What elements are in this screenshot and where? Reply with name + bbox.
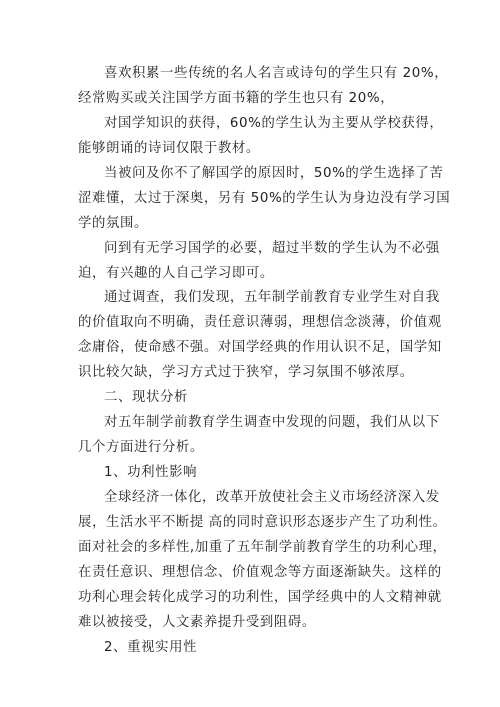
text-line: 在责任意识、理想信念、价值观念等方面逐渐缺失。这样的: [78, 565, 442, 580]
text-line: 通过调查，我们发现，五年制学前教育专业学生对自我: [104, 290, 440, 305]
text-line: 难以被接受，人文素养提升受到阻碍。: [78, 615, 316, 630]
text-line: 全球经济一体化，改革开放使社会主义市场经济深入发: [104, 490, 440, 505]
text-line: 对国学知识的获得，60%的学生认为主要从学校获得，: [104, 116, 444, 131]
text-line: 能够朗诵的诗词仅限于教材。: [78, 141, 260, 156]
text-line: 展，生活水平不断提 高的同时意识形态逐步产生了功利性。: [78, 515, 447, 530]
text-line: 对五年制学前教育学生调查中发现的问题，我们从以下: [104, 415, 440, 430]
heading-text: 二、现状分析: [104, 390, 188, 405]
heading-text: 1、功利性影响: [104, 465, 198, 480]
text-line: 念庸俗，使命感不强。对国学经典的作用认识不足，国学知: [78, 340, 442, 355]
text-line: 迫，有兴趣的人自己学习即可。: [78, 266, 274, 281]
text-line: 功利心理会转化成学习的功利性，国学经典中的人文精神就: [78, 590, 442, 605]
text-line: 的价值取向不明确，责任意识薄弱，理想信念淡薄，价值观: [78, 315, 442, 330]
text-line: 问到有无学习国学的必要，超过半数的学生认为不必强: [104, 241, 440, 256]
text-line: 喜欢积累一些传统的名人名言或诗句的学生只有 20%，: [104, 66, 449, 81]
text-line: 几个方面进行分析。: [78, 440, 204, 455]
text-line: 面对社会的多样性,加重了五年制学前教育学生的功利心理，: [78, 540, 447, 555]
text-line: 涩难懂，太过于深奥，另有 50%的学生认为身边没有学习国: [78, 191, 451, 206]
text-line: 经常购买或关注国学方面书籍的学生也只有 20%，: [78, 91, 395, 106]
text-line: 学的氛围。: [78, 216, 148, 231]
text-line: 当被问及你不了解国学的原因时，50%的学生选择了苦: [104, 166, 444, 181]
heading-text: 2、重视实用性: [104, 640, 198, 655]
text-line: 识比较欠缺，学习方式过于狭窄，学习氛围不够浓厚。: [78, 365, 414, 380]
